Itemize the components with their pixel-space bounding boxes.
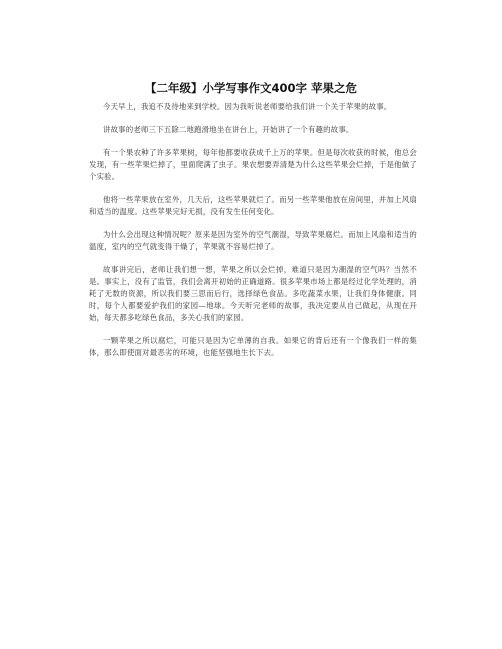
paragraph-2: 讲故事的老师三下五除二地跑滑地坐在讲台上，开始讲了一个有趣的故事。 (103, 125, 354, 134)
paragraph-6: 故事讲完后，老师让我们想一想，苹果之所以会烂掉，难道只是因为潮湿的空气吗？当然不是。事实上，没有了监管，我们会离开初始的正确道路。很多苹果市场上都是经过化学处理的，消耗了无数的资源，所以我们要三思而后行，选择绿色食品。多吃蔬菜水果，让我们身体健康。同时，每个人都要爱护我们的家园—地球。今天听完老师的故事，我决定要从自己做起，从现在开始，每天都多吃绿色食品，多关心我们的家园。 (89, 265, 417, 322)
paragraph-4: 他将一些苹果放在室外，几天后，这些苹果就烂了。而另一些苹果他放在房间里，并加上风扇和适当的温度。这些苹果完好无损，没有发生任何变化。 (89, 195, 417, 216)
document-body (89, 101, 417, 370)
paragraph-7: 一颗苹果之所以腐烂，可能只是因为它单薄的自我。如果它的背后还有一个像我们一样的集体，那么即使面对最恶劣的环境，也能坚强地生长下去。 (89, 336, 417, 357)
paragraph-5: 为什么会出现这种情况呢？原来是因为室外的空气潮湿，导致苹果腐烂。而加上风扇和适当的温度，室内的空气就变得干燥了，苹果就不容易烂掉了。 (89, 230, 417, 251)
paragraph-1: 今天早上，我追不及待地来到学校。因为我听说老师要给我们讲一个关于苹果的故事。 (103, 102, 392, 111)
document-title: 【二年级】小学写事作文400字 苹果之危 (144, 81, 357, 95)
paragraph-3: 有一个果农种了许多苹果树，每年他都要收获成千上万的苹果。但是每次收获的时候，他总会发现，有一些苹果烂掉了，里面爬满了虫子。果农想要弄清楚为什么这些苹果会烂掉，于是他做了个实验。 (89, 148, 417, 181)
